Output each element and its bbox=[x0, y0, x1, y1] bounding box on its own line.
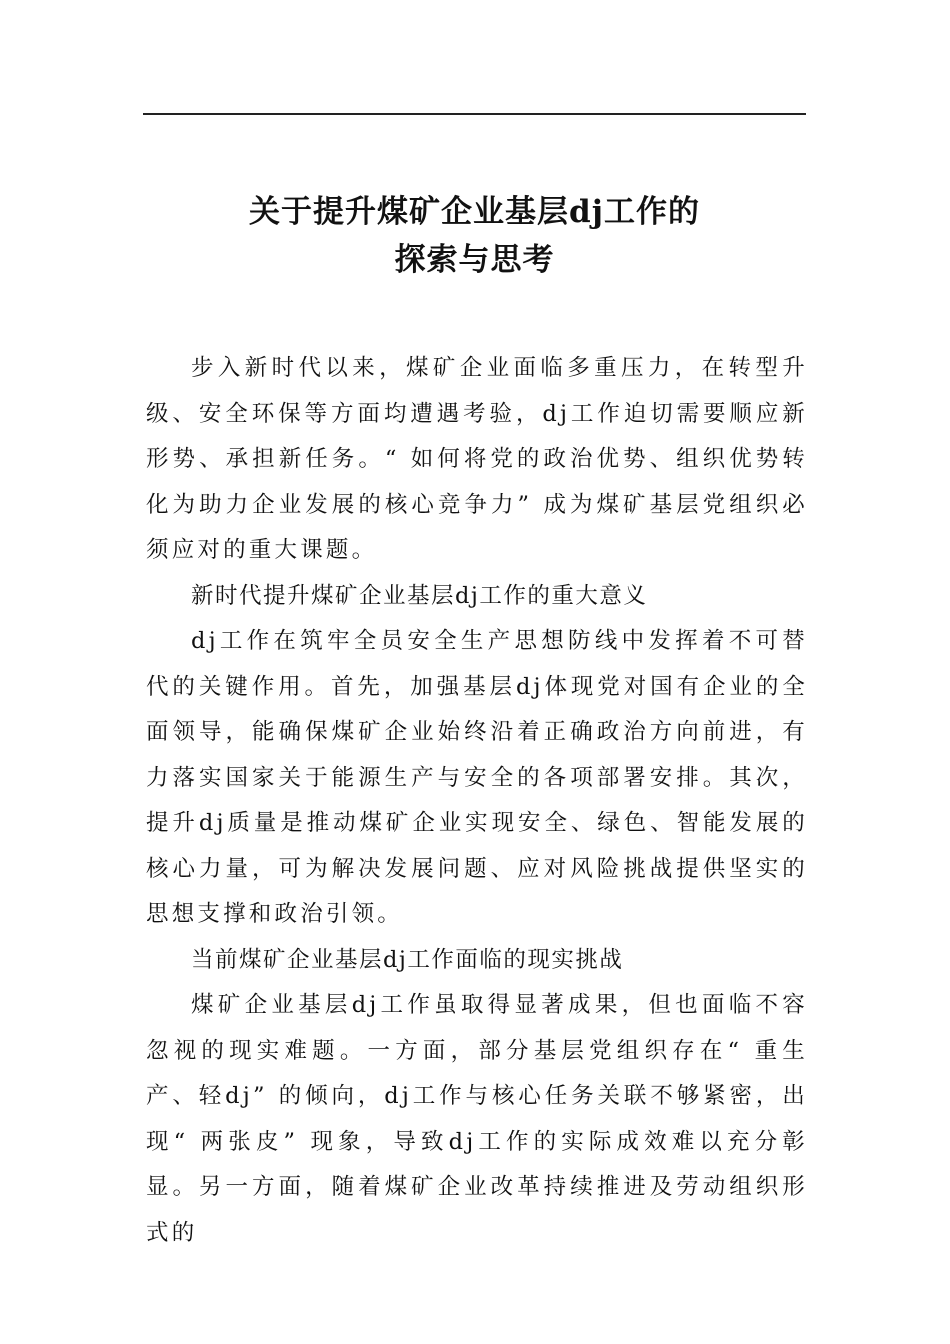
title-line-1: 关于提升煤矿企业基层dj工作的 bbox=[249, 194, 700, 230]
document-title bbox=[143, 188, 806, 284]
section-heading: 当前煤矿企业基层dj工作面临的现实挑战 bbox=[191, 946, 624, 973]
body-paragraph: dj工作在筑牢全员安全生产思想防线中发挥着不可替代的关键作用。首先，加强基层dj体现党对国有企业的全面领导，能确保煤矿企业始终沿着正确政治方向前进，有力落实国家关于能源生产与安全的各项部署安排。其次，提升dj质量是推动煤矿企业实现安全、绿色、智能发展的核心力量，可为解决发展问题、应对风险挑战提供坚实的思想支撑和政治引领。 bbox=[146, 628, 808, 927]
body-paragraph: 煤矿企业基层dj工作虽取得显著成果，但也面临不容忽视的现实难题。一方面，部分基层党组织存在“ 重生产、轻dj” 的倾向，dj工作与核心任务关联不够紧密，出现“ 两张皮” 现象，导致dj工作的实际成效难以充分彰显。另一方面，随着煤矿企业改革持续推进及劳动组织形式的 bbox=[146, 992, 808, 1246]
document-body bbox=[146, 346, 808, 1256]
section-heading: 新时代提升煤矿企业基层dj工作的重大意义 bbox=[191, 582, 648, 609]
body-paragraph: 步入新时代以来，煤矿企业面临多重压力，在转型升级、安全环保等方面均遭遇考验，dj工作迫切需要顺应新形势、承担新任务。“ 如何将党的政治优势、组织优势转化为助力企业发展的核心竞争力” 成为煤矿基层党组织必须应对的重大课题。 bbox=[146, 355, 808, 563]
title-line-2: 探索与思考 bbox=[394, 242, 555, 278]
header-rule bbox=[143, 113, 806, 115]
